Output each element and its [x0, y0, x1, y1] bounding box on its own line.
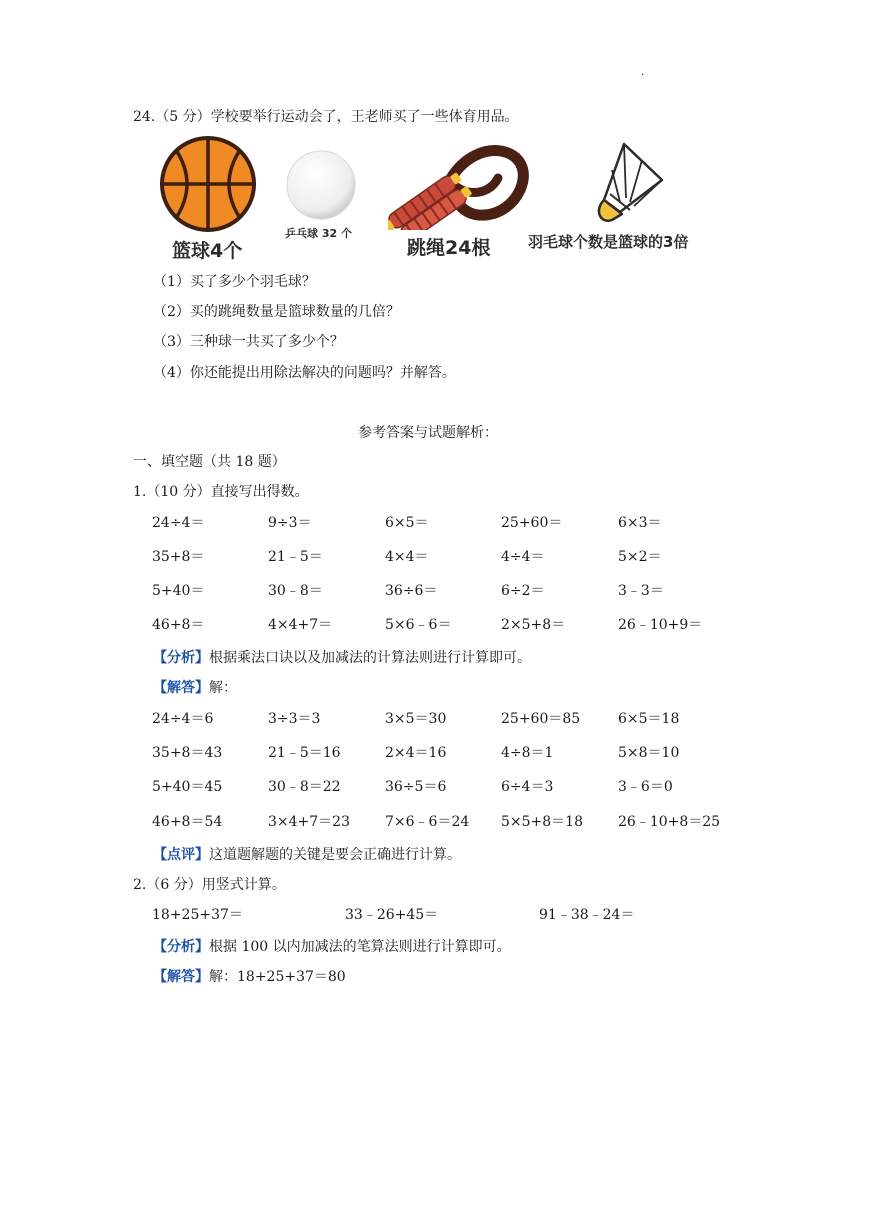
question-24-title: 24.（5 分）学校要举行运动会了，王老师买了一些体育用品。: [133, 109, 519, 125]
grid-cell: 9÷3＝: [268, 515, 312, 531]
grid-cell: 36÷6＝: [385, 583, 438, 599]
answer-cell: 25+60＝85: [501, 711, 581, 727]
solution-tag: 【解答】: [153, 969, 209, 985]
analysis-2: [153, 936, 511, 956]
basketball-picture: [158, 134, 258, 234]
vertical-calc-expr: 18+25+37＝: [152, 907, 243, 923]
grid-cell: 21﹣5＝: [268, 549, 323, 565]
sub-question-3: （3）三种球一共买了多少个？: [153, 334, 344, 350]
basketball-icon: [158, 134, 258, 234]
answer-cell: 4÷8＝1: [501, 745, 554, 761]
grid-cell: 30﹣8＝: [268, 583, 323, 599]
grid-cell: 46+8＝: [152, 617, 205, 633]
solution-2: [153, 966, 346, 986]
answer-cell: 36÷5＝6: [385, 779, 447, 795]
grid-cell: 25+60＝: [501, 515, 563, 531]
grid-cell: 2×5+8＝: [501, 617, 566, 633]
sub-question-2: （2）买的跳绳数量是篮球数量的几倍？: [153, 304, 400, 320]
answer-cell: 26﹣10+8＝25: [618, 814, 721, 830]
shuttlecock-icon: [590, 140, 682, 226]
grid-cell: 3﹣3＝: [618, 583, 664, 599]
comment-1: [153, 844, 461, 864]
answer-cell: 5×5+8＝18: [501, 814, 583, 830]
vertical-calc-expr: 33﹣26+45＝: [345, 907, 439, 923]
answer-cell: 3÷3＝3: [268, 711, 321, 727]
answer-cell: 6÷4＝3: [501, 779, 554, 795]
jump-rope-icon: [388, 138, 530, 230]
grid-cell: 4÷4＝: [501, 549, 545, 565]
grid-cell: 5×6﹣6＝: [385, 617, 452, 633]
question-1-title: 1.（10 分）直接写出得数。: [133, 484, 309, 500]
answer-cell: 46+8＝54: [152, 814, 223, 830]
grid-cell: 26﹣10+9＝: [618, 617, 703, 633]
answer-cell: 2×4＝16: [385, 745, 447, 761]
solution-text: 解：18+25+37＝80: [209, 969, 346, 985]
grid-cell: 35+8＝: [152, 549, 205, 565]
sub-question-1: （1）买了多少个羽毛球？: [153, 274, 316, 290]
answer-cell: 3×4+7＝23: [268, 814, 350, 830]
vertical-calc-expr: 91﹣38﹣24＝: [539, 907, 635, 923]
answer-cell: 30﹣8＝22: [268, 779, 341, 795]
analysis-tag: 【分析】: [153, 939, 209, 955]
comment-tag: 【点评】: [153, 847, 209, 863]
answer-cell: 35+8＝43: [152, 745, 223, 761]
analysis-tag: 【分析】: [153, 650, 209, 666]
solution-text: 解：: [209, 680, 237, 696]
grid-cell: 4×4＝: [385, 549, 429, 565]
comment-text: 这道题解题的关键是要会正确进行计算。: [209, 847, 461, 863]
answer-cell: 21﹣5＝16: [268, 745, 341, 761]
grid-cell: 4×4+7＝: [268, 617, 333, 633]
basketball-label: 篮球4个: [172, 240, 243, 262]
section-1-heading: 一、填空题（共 18 题）: [133, 454, 286, 470]
analysis-text: 根据 100 以内加减法的笔算法则进行计算即可。: [209, 939, 511, 955]
jumprope-picture: [388, 138, 530, 230]
question-2-title: 2.（6 分）用竖式计算。: [133, 877, 286, 893]
corner-mark: ·: [641, 70, 645, 81]
grid-cell: 5×2＝: [618, 549, 662, 565]
grid-cell: 6×3＝: [618, 515, 662, 531]
answer-cell: 24÷4＝6: [152, 711, 214, 727]
jumprope-label: 跳绳24根: [407, 237, 491, 259]
answer-cell: 3﹣6＝0: [618, 779, 673, 795]
pingpong-ball-icon: [282, 150, 360, 222]
shuttlecock-label: 羽毛球个数是篮球的3倍: [528, 233, 689, 251]
grid-cell: 6÷2＝: [501, 583, 545, 599]
pingpong-label: 乒乓球 32 个: [285, 227, 352, 240]
answer-cell: 5+40＝45: [152, 779, 223, 795]
shuttlecock-picture: [590, 140, 682, 226]
grid-cell: 6×5＝: [385, 515, 429, 531]
analysis-text: 根据乘法口诀以及加减法的计算法则进行计算即可。: [209, 650, 531, 666]
solution-tag: 【解答】: [153, 680, 209, 696]
answer-cell: 3×5＝30: [385, 711, 447, 727]
pingpong-picture: [282, 150, 360, 222]
answer-cell: 5×8＝10: [618, 745, 680, 761]
answer-cell: 7×6﹣6＝24: [385, 814, 470, 830]
grid-cell: 5+40＝: [152, 583, 205, 599]
grid-cell: 24÷4＝: [152, 515, 205, 531]
sub-question-4: （4）你还能提出用除法解决的问题吗？并解答。: [153, 365, 456, 381]
answers-title: 参考答案与试题解析：: [358, 425, 498, 441]
analysis-1: [153, 647, 531, 667]
solution-1: [153, 677, 237, 697]
answer-cell: 6×5＝18: [618, 711, 680, 727]
